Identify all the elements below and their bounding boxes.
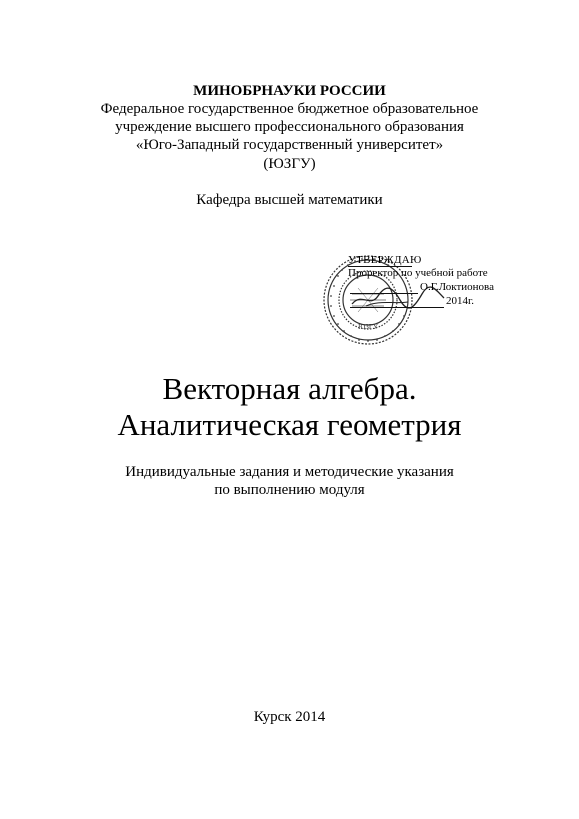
approval-approve-label: УТВЕРЖДАЮ [348, 254, 422, 266]
approval-signatory-name: О.Г.Локтионова [420, 281, 494, 293]
institution-line-2: учреждение высшего профессионального образования [115, 119, 464, 135]
department-name: Кафедра высшей математики [196, 192, 383, 208]
document-title-line-2: Аналитическая геометрия [117, 407, 462, 442]
city-and-year: Курск 2014 [253, 709, 326, 725]
date-line [350, 307, 444, 308]
signature-line [350, 293, 418, 294]
document-title-line-1: Векторная алгебра. [162, 371, 417, 406]
document-subtitle-line-2: по выполнению модуля [214, 482, 365, 498]
svg-text:ЮЗГУ: ЮЗГУ [358, 323, 378, 331]
ministry-heading: МИНОБРНАУКИ РОССИИ [193, 83, 386, 99]
signature-scribble [348, 274, 448, 314]
institution-line-1: Федеральное государственное бюджетное образовательное [100, 101, 479, 117]
approval-block [318, 246, 508, 354]
document-subtitle-line-1: Индивидуальные задания и методические указания [125, 464, 454, 480]
institution-line-3: «Юго-Западный государственный университет» [135, 137, 444, 153]
approval-position: Проректор по учебной работе [348, 267, 488, 279]
approval-date: 2014г. [446, 295, 475, 307]
institution-abbreviation: (ЮЗГУ) [263, 156, 316, 172]
